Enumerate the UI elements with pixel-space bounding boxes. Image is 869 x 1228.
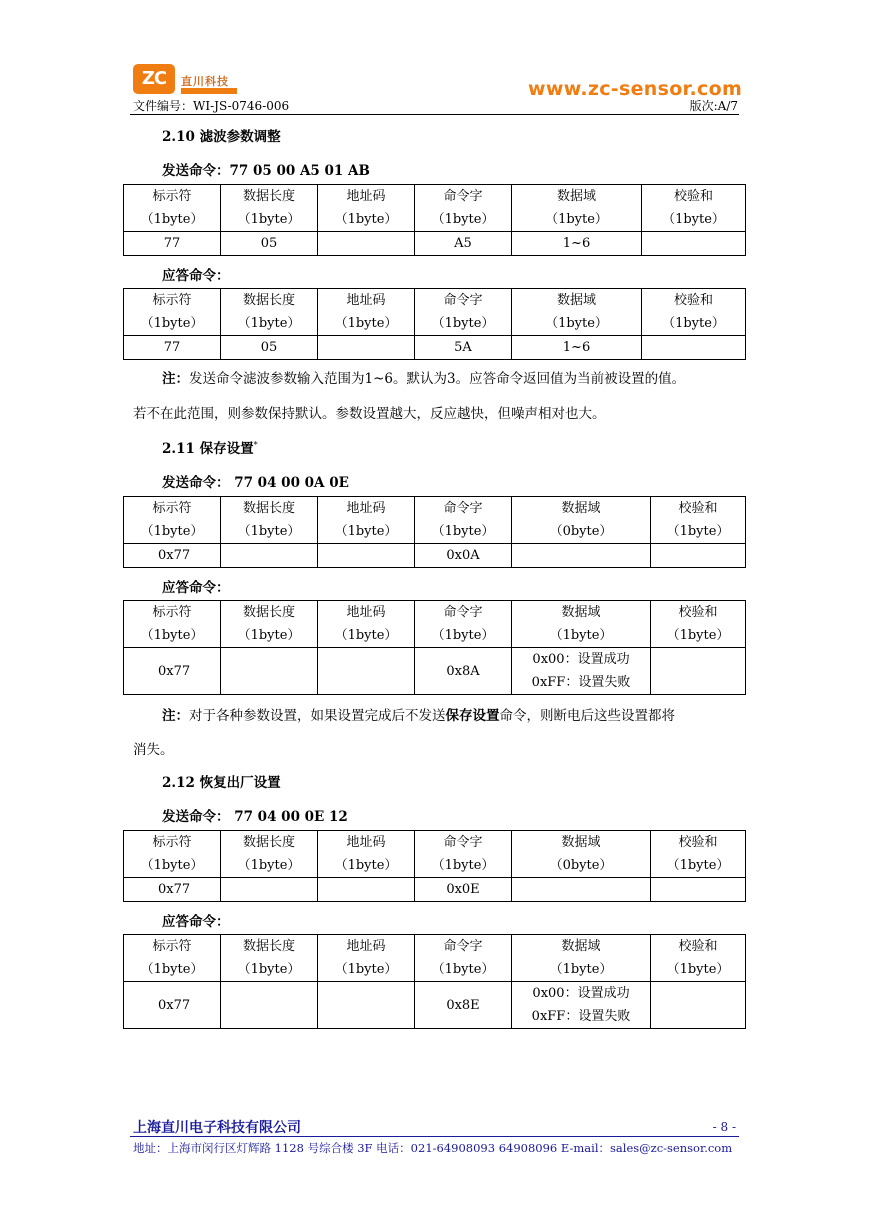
section-2-11-note-line2: 消失。 — [133, 742, 174, 758]
note-emphasis: 保存设置 — [445, 708, 500, 724]
reply-data-cell: 0x00：设置成功 0xFF：设置失败 — [512, 648, 651, 695]
section-2-10-title: 2.10 滤波参数调整 — [162, 129, 281, 145]
note-text-a: 对于各种参数设置，如果设置完成后不发送 — [189, 708, 446, 724]
table-header-row: 标示符 （1byte） 数据长度 （1byte） 地址码 （1byte） 命令字 （1byte） 数据域 （1byte） 校验和 （1byte） — [124, 289, 746, 336]
table-row: 0x77 0x0A — [124, 544, 746, 568]
section-title-text: 2.11 保存设置 — [162, 441, 254, 457]
section-2-10-note-line2: 若不在此范围，则参数保持默认。参数设置越大，反应越快，但噪声相对也大。 — [133, 406, 606, 422]
table-header-row: 标示符 （1byte） 数据长度 （1byte） 地址码 （1byte） 命令字 （1byte） 数据域 （0byte） 校验和 （1byte） — [124, 831, 746, 878]
note-text: 发送命令滤波参数输入范围为1~6。默认为3。应答命令返回值为当前被设置的值。 — [189, 371, 686, 387]
note-text-b: 命令，则断电后这些设置都将 — [499, 708, 675, 724]
logo-chinese-name: 直川科技 — [181, 75, 229, 88]
table-row: 0x77 0x8A 0x00：设置成功 0xFF：设置失败 — [124, 648, 746, 695]
page-number: - 8 - — [712, 1120, 736, 1134]
table-header-row: 标示符 （1byte） 数据长度 （1byte） 地址码 （1byte） 命令字 （1byte） 数据域 （1byte） 校验和 （1byte） — [124, 185, 746, 232]
table-row: 0x77 0x8E 0x00：设置成功 0xFF：设置失败 — [124, 982, 746, 1029]
table-2-10-reply — [123, 288, 746, 360]
logo-bar — [181, 88, 237, 94]
header-divider — [130, 114, 739, 115]
table-row: 77 05 A5 1~6 — [124, 232, 746, 256]
table-header-row: 标示符 （1byte） 数据长度 （1byte） 地址码 （1byte） 命令字 （1byte） 数据域 （1byte） 校验和 （1byte） — [124, 601, 746, 648]
website-url: www.zc-sensor.com — [528, 78, 743, 100]
section-2-12-reply-label: 应答命令： — [162, 914, 230, 930]
note-label: 注： — [162, 708, 189, 724]
table-row: 77 05 5A 1~6 — [124, 336, 746, 360]
table-header-row: 标示符 （1byte） 数据长度 （1byte） 地址码 （1byte） 命令字 （1byte） 数据域 （0byte） 校验和 （1byte） — [124, 497, 746, 544]
reply-data-cell: 0x00：设置成功 0xFF：设置失败 — [512, 982, 651, 1029]
note-label: 注： — [162, 371, 189, 387]
section-2-11-reply-label: 应答命令： — [162, 580, 230, 596]
table-2-12-reply — [123, 934, 746, 1029]
table-row: 0x77 0x0E — [124, 878, 746, 902]
footer-company-name: 上海直川电子科技有限公司 — [133, 1120, 301, 1136]
document-number: 文件编号：WI-JS-0746-006 — [133, 99, 290, 113]
section-2-12-send-label: 发送命令： 77 04 00 0E 12 — [162, 809, 348, 825]
table-header-row: 标示符 （1byte） 数据长度 （1byte） 地址码 （1byte） 命令字 （1byte） 数据域 （1byte） 校验和 （1byte） — [124, 935, 746, 982]
title-asterisk: * — [253, 440, 258, 450]
table-2-12-send — [123, 830, 746, 902]
footer-address: 地址：上海市闵行区灯辉路 1128 号综合楼 3F 电话：021-64908093 64908096 E-mail：sales@zc-sensor.com — [133, 1141, 733, 1155]
table-2-11-send — [123, 496, 746, 568]
section-2-12-title: 2.12 恢复出厂设置 — [162, 775, 281, 791]
section-2-11-title — [162, 437, 258, 457]
section-2-10-note-line1 — [162, 367, 685, 387]
table-2-11-reply — [123, 600, 746, 695]
section-2-10-send-label: 发送命令：77 05 00 A5 01 AB — [162, 163, 370, 179]
document-version: 版次:A/7 — [689, 99, 738, 113]
section-2-11-send-label: 发送命令： 77 04 00 0A 0E — [162, 475, 349, 491]
table-2-10-send — [123, 184, 746, 256]
footer-divider — [130, 1136, 739, 1137]
company-logo: ZC — [133, 64, 175, 94]
section-2-10-reply-label: 应答命令： — [162, 268, 230, 284]
section-2-11-note-line1 — [162, 704, 675, 724]
